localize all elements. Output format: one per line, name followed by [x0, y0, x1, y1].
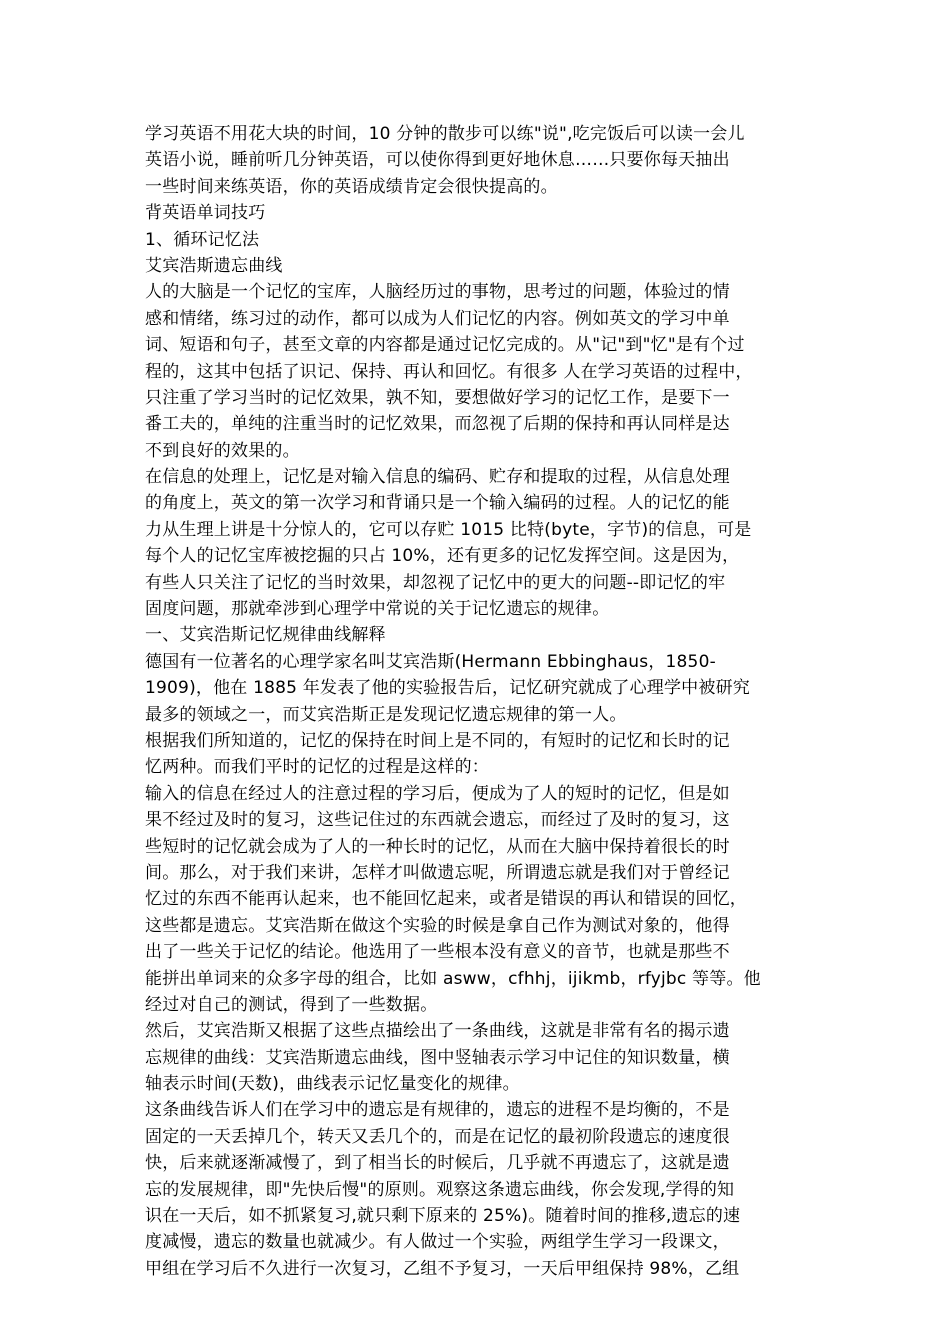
text-line: 些短时的记忆就会成为了人的一种长时的记忆，从而在大脑中保持着很长的时 — [145, 836, 730, 857]
paragraph — [145, 1018, 810, 1097]
text-line: 经过对自己的测试，得到了一些数据。 — [145, 994, 438, 1015]
text-line: 人的大脑是一个记忆的宝库，人脑经历过的事物，思考过的问题，体验过的情 — [145, 282, 730, 303]
text-line: 输入的信息在经过人的注意过程的学习后，便成为了人的短时的记忆，但是如 — [145, 783, 730, 804]
text-line: 能拼出单词来的众多字母的组合，比如 asww，cfhhj，ijikmb，rfyjbc 等等。他 — [145, 968, 761, 989]
text-line: 的角度上，英文的第一次学习和背诵只是一个输入编码的过程。人的记忆的能 — [145, 493, 730, 514]
text-line: 固度问题，那就牵涉到心理学中常说的关于记忆遗忘的规律。 — [145, 599, 610, 620]
text-line: 固定的一天丢掉几个，转天又丢几个的，而是在记忆的最初阶段遗忘的速度很 — [145, 1126, 730, 1147]
text-line: 在信息的处理上，记忆是对输入信息的编码、贮存和提取的过程，从信息处理 — [145, 467, 730, 488]
paragraph — [145, 200, 810, 226]
text-line: 然后，艾宾浩斯又根据了这些点描绘出了一条曲线，这就是非常有名的揭示遗 — [145, 1021, 730, 1042]
paragraph — [145, 1097, 810, 1282]
text-line: 词、短语和句子，甚至文章的内容都是通过记忆完成的。从"记"到"忆"是有个过 — [145, 335, 745, 356]
text-line: 忆两种。而我们平时的记忆的过程是这样的： — [145, 757, 489, 778]
paragraph — [145, 649, 810, 728]
paragraph — [145, 121, 810, 200]
text-line: 只注重了学习当时的记忆效果，孰不知，要想做好学习的记忆工作，是要下一 — [145, 387, 730, 408]
text-line: 力从生理上讲是十分惊人的，它可以存贮 1015 比特(byte，字节)的信息，可是 — [145, 519, 752, 540]
text-line: 快，后来就逐渐减慢了，到了相当长的时候后，几乎就不再遗忘了，这就是遗 — [145, 1153, 730, 1174]
text-line: 忆过的东西不能再认起来，也不能回忆起来，或者是错误的再认和错误的回忆， — [145, 889, 747, 910]
text-line: 根据我们所知道的，记忆的保持在时间上是不同的，有短时的记忆和长时的记 — [145, 730, 730, 751]
paragraph — [145, 728, 810, 781]
text-line: 有些人只关注了记忆的当时效果，却忽视了记忆中的更大的问题--即记忆的牢 — [145, 572, 726, 593]
text-line: 忘规律的曲线：艾宾浩斯遗忘曲线，图中竖轴表示学习中记住的知识数量，横 — [145, 1047, 730, 1068]
text-line: 度减慢，遗忘的数量也就减少。有人做过一个实验，两组学生学习一段课文， — [145, 1232, 730, 1253]
text-line: 这条曲线告诉人们在学习中的遗忘是有规律的，遗忘的进程不是均衡的，不是 — [145, 1100, 730, 1121]
text-line: 感和情绪，练习过的动作，都可以成为人们记忆的内容。例如英文的学习中单 — [145, 308, 730, 329]
text-line: 甲组在学习后不久进行一次复习，乙组不予复习，一天后甲组保持 98%，乙组 — [145, 1258, 740, 1279]
text-line: 艾宾浩斯遗忘曲线 — [145, 255, 283, 276]
text-line: 每个人的记忆宝库被挖掘的只占 10%，还有更多的记忆发挥空间。这是因为， — [145, 546, 740, 567]
paragraph — [145, 464, 810, 622]
text-line: 轴表示时间(天数)，曲线表示记忆量变化的规律。 — [145, 1074, 520, 1095]
text-line: 忘的发展规律，即"先快后慢"的原则。观察这条遗忘曲线，你会发现,学得的知 — [145, 1179, 735, 1200]
text-line: 程的，这其中包括了识记、保持、再认和回忆。有很多 人在学习英语的过程中， — [145, 361, 753, 382]
text-line: 背英语单词技巧 — [145, 203, 266, 224]
text-line: 学习英语不用花大块的时间，10 分钟的散步可以练"说",吃完饭后可以读一会儿 — [145, 124, 745, 144]
text-line: 德国有一位著名的心理学家名叫艾宾浩斯(Hermann Ebbinghaus，1850- — [145, 651, 716, 672]
text-line: 一些时间来练英语，你的英语成绩肯定会很快提高的。 — [145, 176, 558, 197]
paragraph — [145, 622, 810, 648]
text-line: 间。那么，对于我们来讲，怎样才叫做遗忘呢，所谓遗忘就是我们对于曾经记 — [145, 862, 730, 883]
paragraph — [145, 279, 810, 464]
text-line: 出了一些关于记忆的结论。他选用了一些根本没有意义的音节，也就是那些不 — [145, 942, 730, 963]
text-line: 不到良好的效果的。 — [145, 440, 300, 461]
text-line: 英语小说，睡前听几分钟英语，可以使你得到更好地休息……只要你每天抽出 — [145, 150, 730, 171]
text-line: 识在一天后，如不抓紧复习,就只剩下原来的 25%)。随着时间的推移,遗忘的速 — [145, 1206, 741, 1227]
text-line: 番工夫的，单纯的注重当时的记忆效果，而忽视了后期的保持和再认同样是达 — [145, 414, 730, 435]
text-line: 果不经过及时的复习，这些记住过的东西就会遗忘，而经过了及时的复习，这 — [145, 810, 730, 831]
text-line: 最多的领域之一，而艾宾浩斯正是发现记忆遗忘规律的第一人。 — [145, 704, 627, 725]
document-body — [145, 121, 810, 1282]
text-line: 一、艾宾浩斯记忆规律曲线解释 — [145, 625, 386, 646]
text-line: 这些都是遗忘。艾宾浩斯在做这个实验的时候是拿自己作为测试对象的，他得 — [145, 915, 730, 936]
paragraph — [145, 253, 810, 279]
text-line: 1909)，他在 1885 年发表了他的实验报告后，记忆研究就成了心理学中被研究 — [145, 678, 750, 699]
text-line: 1、循环记忆法 — [145, 229, 260, 250]
paragraph — [145, 227, 810, 253]
paragraph — [145, 781, 810, 1019]
